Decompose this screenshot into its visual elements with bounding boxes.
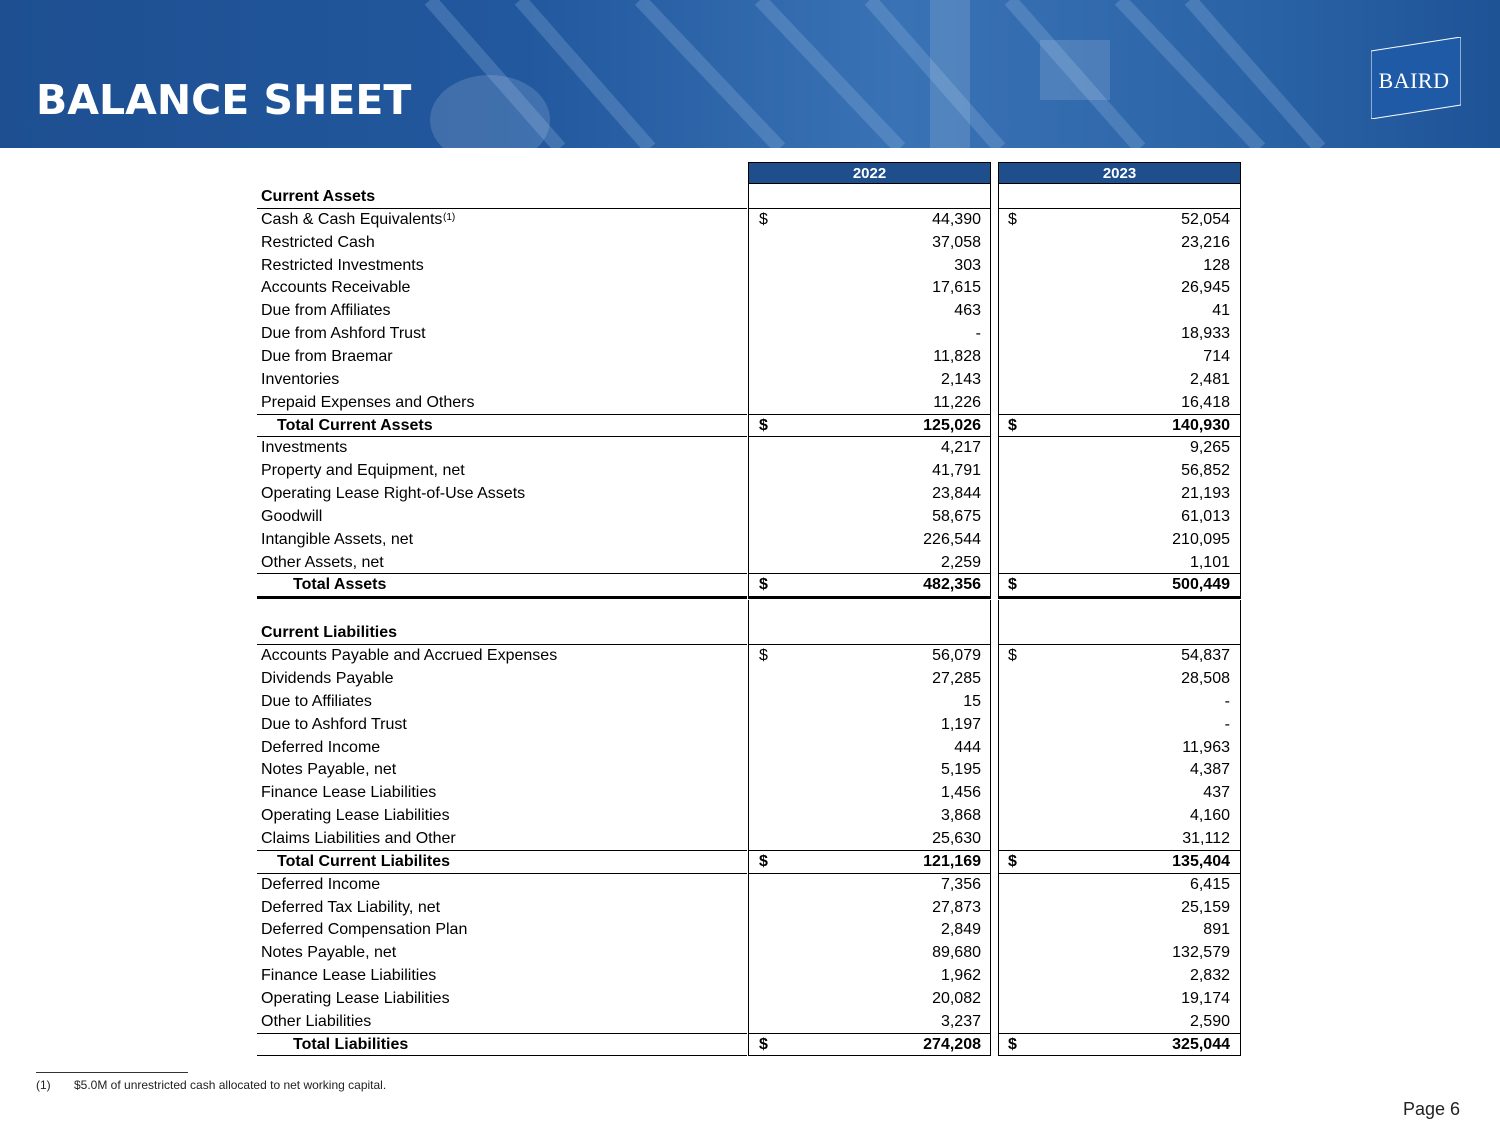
value-2023: 26,945 [1181,279,1230,297]
value-2023: 128 [1203,256,1230,274]
value-2022: 25,630 [932,829,981,847]
value-2023: 1,101 [1189,553,1230,571]
value-2023: 11,963 [1182,738,1230,756]
value-2023: - [1224,692,1230,710]
row-label: Operating Lease Right-of-Use Assets [261,485,526,503]
value-2022: 125,026 [923,416,981,434]
row-label: Accounts Payable and Accrued Expenses [261,647,558,665]
row-label: Finance Lease Liabilities [261,784,437,802]
value-2022: 226,544 [923,530,981,548]
column-border-1 [998,162,1241,597]
value-2023: 6,415 [1189,875,1230,893]
row-label: Claims Liabilities and Other [261,829,456,847]
value-2022: 58,675 [932,507,981,525]
row-label: Other Assets, net [261,553,384,571]
footnote-number: (1) [36,1078,51,1092]
row-label: Total Liabilities [293,1035,409,1053]
value-2023: 16,418 [1181,393,1230,411]
value-2023: 41 [1212,302,1230,320]
row-label: Prepaid Expenses and Others [261,393,475,411]
value-2022: 41,791 [932,462,981,480]
value-2023: 2,481 [1189,370,1230,388]
year-header-2022: 2022 [748,162,991,184]
value-2022: 1,456 [940,784,981,802]
rule-under-total-liabilities-0 [257,1055,747,1056]
row-label: Due from Ashford Trust [261,325,426,343]
value-2022: 121,169 [923,852,981,870]
value-2022: 11,226 [933,393,981,411]
value-2023: 4,160 [1189,807,1230,825]
row-label: Dividends Payable [261,670,394,687]
value-2023: - [1224,715,1230,733]
value-2023: 135,404 [1172,852,1230,870]
currency-2022: $ [759,576,768,594]
value-2022: 15 [963,692,981,710]
value-2023: 18,933 [1181,325,1230,343]
value-2022: 2,143 [940,370,981,388]
value-2022: 11,828 [933,347,981,365]
currency-2023: $ [1008,576,1017,594]
value-2023: 23,216 [1181,233,1230,251]
value-2023: 61,013 [1181,507,1230,525]
value-2023: 54,837 [1181,647,1230,665]
value-2022: 2,259 [940,553,981,571]
row-label: Goodwill [261,507,323,525]
rule-under-total-assets-0 [257,596,747,599]
currency-2023: $ [1008,1035,1017,1053]
currency-2022: $ [759,852,768,870]
column-border-0 [748,600,991,1056]
value-2023: 2,832 [1189,967,1230,985]
row-label: Other Liabilities [261,1012,372,1030]
currency-2022: $ [759,210,768,228]
row-label: Notes Payable, net [261,944,397,962]
row-label: Intangible Assets, net [261,530,414,548]
value-2023: 714 [1203,347,1230,365]
currency-2023: $ [1008,852,1017,870]
value-2023: 210,095 [1172,530,1230,548]
value-2022: 27,873 [932,898,981,916]
logo-text: BAIRD [1378,68,1450,93]
value-2022: 17,615 [932,279,981,297]
currency-2022: $ [759,1035,768,1053]
value-2022: 3,237 [940,1012,981,1030]
value-2022: 37,058 [932,233,981,251]
value-2022: 56,079 [932,647,981,665]
row-label: Total Assets [293,576,387,594]
value-2022: 20,082 [932,989,981,1007]
value-2023: 21,193 [1181,485,1230,503]
row-label: Due to Ashford Trust [261,715,407,733]
value-2022: 444 [954,738,981,756]
column-border-1 [998,600,1241,1056]
value-2023: 9,265 [1189,439,1230,457]
footnote [36,1078,386,1092]
value-2023: 19,174 [1181,989,1230,1007]
value-2023: 140,930 [1172,416,1230,434]
value-2022: 27,285 [932,670,981,687]
value-2023: 325,044 [1172,1035,1230,1053]
row-label: Operating Lease Liabilities [261,989,450,1007]
page-title: BALANCE SHEET [36,76,412,124]
footnote-ref: (1) [443,211,456,223]
row-label: Investments [261,439,348,457]
row-label: Deferred Income [261,738,381,756]
currency-2022: $ [759,416,768,434]
row-label: Cash & Cash Equivalents [261,210,443,228]
value-2022: 7,356 [940,875,981,893]
column-border-0 [748,162,991,597]
value-2022: 274,208 [923,1035,981,1053]
value-2022: 482,356 [923,576,981,594]
row-label: Current Liabilities [261,624,398,642]
value-2023: 25,159 [1181,898,1230,916]
value-2023: 500,449 [1172,576,1230,594]
value-2023: 437 [1203,784,1230,802]
row-label: Operating Lease Liabilities [261,807,450,825]
value-2023: 56,852 [1181,462,1230,480]
footnote-text: $5.0M of unrestricted cash allocated to net working capital. [74,1078,387,1092]
value-2022: 3,868 [940,807,981,825]
row-label: Deferred Tax Liability, net [261,898,441,916]
row-label: Finance Lease Liabilities [261,967,437,985]
value-2023: 31,112 [1182,829,1230,847]
row-label: Current Assets [261,188,376,205]
value-2023: 52,054 [1181,210,1230,228]
currency-2023: $ [1008,416,1017,434]
value-2023: 28,508 [1181,670,1230,687]
value-2022: 44,390 [932,210,981,228]
page-number: Page 6 [1403,1099,1461,1119]
value-2022: 463 [954,302,981,320]
row-label: Inventories [261,370,340,388]
row-label: Due from Braemar [261,347,393,365]
value-2023: 4,387 [1189,761,1230,779]
value-2022: 1,962 [940,967,981,985]
value-2022: 5,195 [940,761,981,779]
row-label: Restricted Cash [261,233,375,251]
currency-2023: $ [1008,647,1017,665]
row-label: Due to Affiliates [261,692,372,710]
row-label: Total Current Liabilites [277,852,451,870]
value-2022: 4,217 [940,439,981,457]
value-2023: 2,590 [1189,1012,1230,1030]
value-2022: - [975,325,981,343]
footnote-rule [36,1072,188,1073]
value-2022: 89,680 [932,944,981,962]
value-2022: 23,844 [932,485,981,503]
value-2022: 1,197 [940,715,981,733]
row-label: Deferred Income [261,875,381,893]
row-label: Due from Affiliates [261,302,391,320]
row-label: Accounts Receivable [261,279,411,297]
value-2022: 303 [954,256,981,274]
value-2022: 2,849 [940,921,981,939]
row-label: Total Current Assets [277,416,433,434]
row-label: Restricted Investments [261,256,424,274]
value-2023: 891 [1203,921,1230,939]
year-header-2023: 2023 [998,162,1241,184]
row-label: Notes Payable, net [261,761,397,779]
currency-2022: $ [759,647,768,665]
value-2023: 132,579 [1172,944,1230,962]
currency-2023: $ [1008,210,1017,228]
row-label: Deferred Compensation Plan [261,921,468,939]
row-label: Property and Equipment, net [261,462,465,480]
